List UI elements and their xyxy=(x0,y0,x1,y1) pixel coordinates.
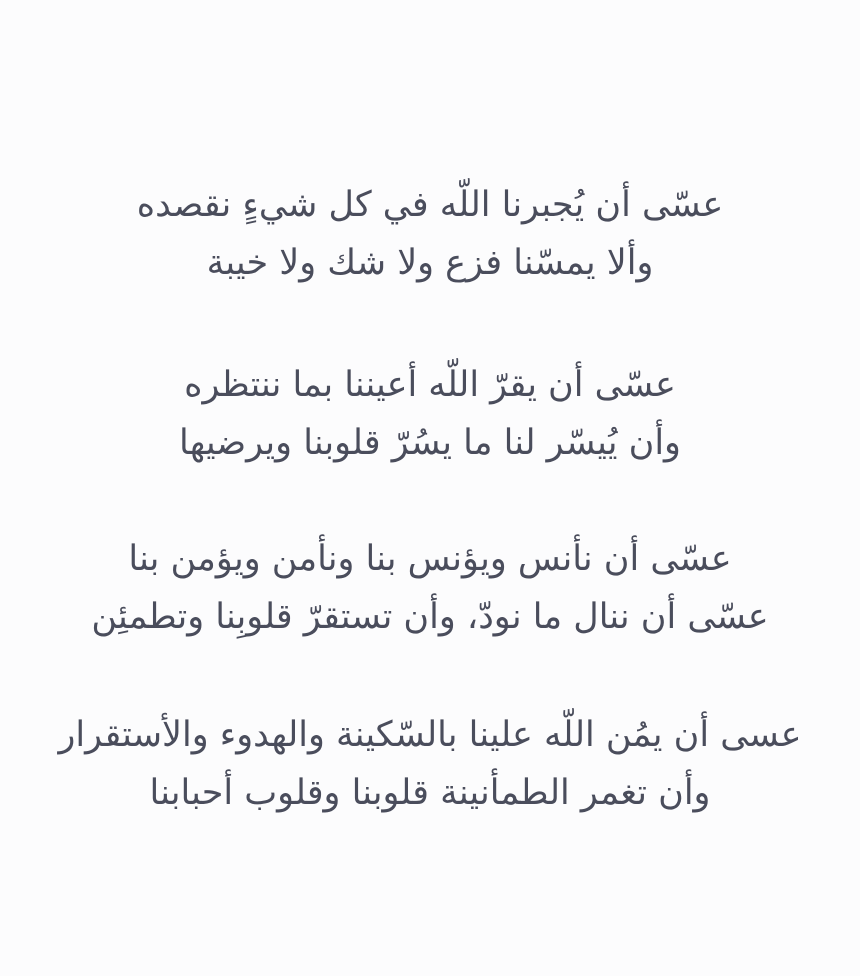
poem-line: عسّى أن يقرّ اللّه أعيننا بما ننتظره xyxy=(184,365,676,405)
poem-line: وألا يمسّنا فزع ولا شك ولا خيبة xyxy=(206,243,654,283)
poem-line: عسى أن يمُن اللّه علينا بالسّكينة والهدوء والأستقرار xyxy=(58,715,802,755)
poem-line: وأن تغمر الطمأنينة قلوبنا وقلوب أحبابنا xyxy=(149,773,711,813)
poem-line: عسّى أن يُجبرنا اللّه في كل شيءٍ نقصده xyxy=(136,185,724,225)
poem-line: عسّى أن ننال ما نودّ، وأن تستقرّ قلوبِنا وتطمئِن xyxy=(91,597,769,637)
poem-stanza xyxy=(40,706,820,822)
poem-stanza xyxy=(40,176,820,292)
poem-stanza xyxy=(40,530,820,646)
poem-stanza xyxy=(40,356,820,472)
poem-line: عسّى أن نأنس ويؤنس بنا ونأمن ويؤمن بنا xyxy=(128,539,732,579)
poem-line: وأن يُيسّر لنا ما يسُرّ قلوبنا ويرضيها xyxy=(179,423,681,463)
